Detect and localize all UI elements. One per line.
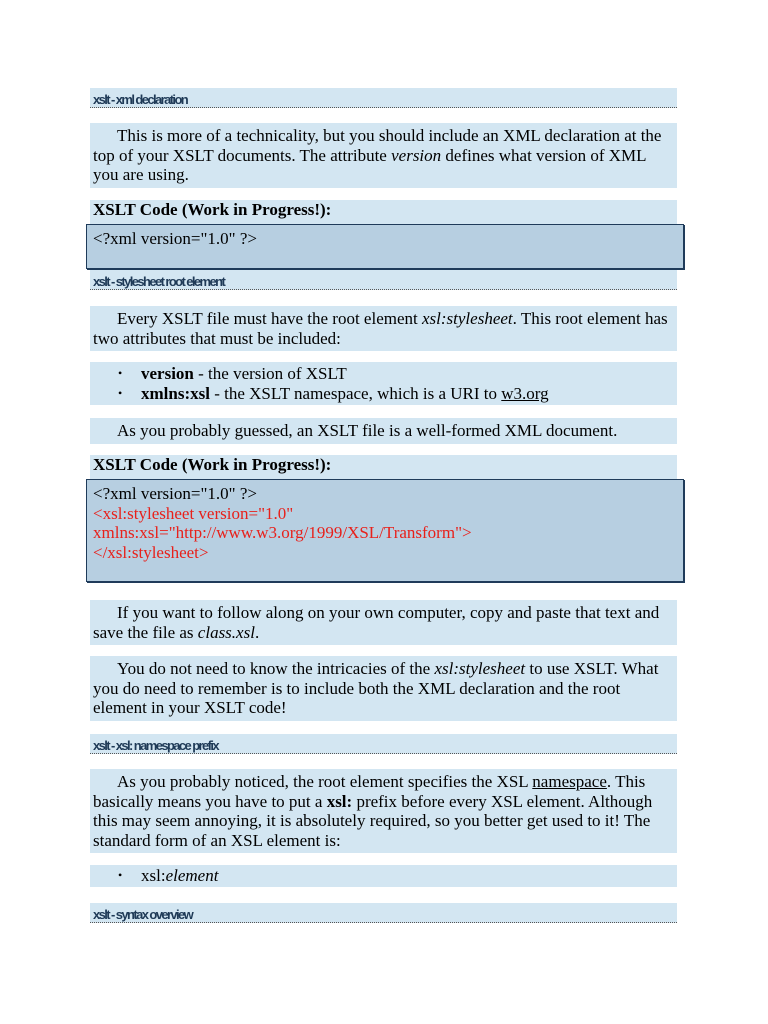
section-heading-stylesheet-root: xslt - stylesheet root element [90,270,677,290]
bullet-icon: • [118,868,123,882]
xml-declaration-paragraph: This is more of a technicality, but you should include an XML declaration at the top of your XSLT documents. The attribute version defines what version of XML you are using. [90,123,677,188]
code-line: <?xml version="1.0" ?> [93,484,257,503]
bullet-icon: • [118,366,123,380]
bullet-icon: • [118,385,123,400]
code-heading: XSLT Code (Work in Progress!): [90,455,677,479]
well-formed-paragraph: As you probably guessed, an XSLT file is a well-formed XML document. [90,418,677,444]
list-item: • xsl:element [118,866,219,885]
attribute-list [90,362,677,405]
code-heading: XSLT Code (Work in Progress!): [90,200,677,224]
code-block-stylesheet [86,479,684,582]
code-block-xml-declaration [86,224,684,269]
code-line: <?xml version="1.0" ?> [93,229,257,248]
section-heading-syntax-overview: xslt - syntax overview [90,903,677,923]
stylesheet-root-paragraph: Every XSLT file must have the root element xsl:stylesheet. This root element has two attributes that must be included: [90,306,677,351]
list-item: • xmlns:xsl - the XSLT namespace, which is a URI to w3.org [118,383,549,403]
code-line: xmlns:xsl="http://www.w3.org/1999/XSL/Transform"> [93,523,472,542]
w3-link[interactable]: w3.org [501,383,549,403]
namespace-link[interactable]: namespace [532,772,607,791]
intricacies-paragraph: You do not need to know the intricacies of the xsl:stylesheet to use XSLT. What you do need to remember is to include both the XML declaration and the root element in your XSLT code! [90,656,677,721]
follow-along-paragraph: If you want to follow along on your own computer, copy and paste that text and save the file as class.xsl. [90,600,677,645]
section-heading-xml-declaration: xslt - xml declaration [90,88,677,108]
section-heading-namespace-prefix: xslt - xsl: namespace prefix [90,734,677,754]
list-item: • version - the version of XSLT [118,364,347,383]
namespace-paragraph: As you probably noticed, the root element specifies the XSL namespace. This basically means you have to put a xsl: prefix before every XSL element. Although this may seem annoying, it is absolutely required, so you better get used to it! The standard form of an XSL element is: [90,769,677,853]
code-line: </xsl:stylesheet> [93,542,209,562]
code-line: <xsl:stylesheet version="1.0" [93,503,294,523]
element-form-list [90,865,677,887]
